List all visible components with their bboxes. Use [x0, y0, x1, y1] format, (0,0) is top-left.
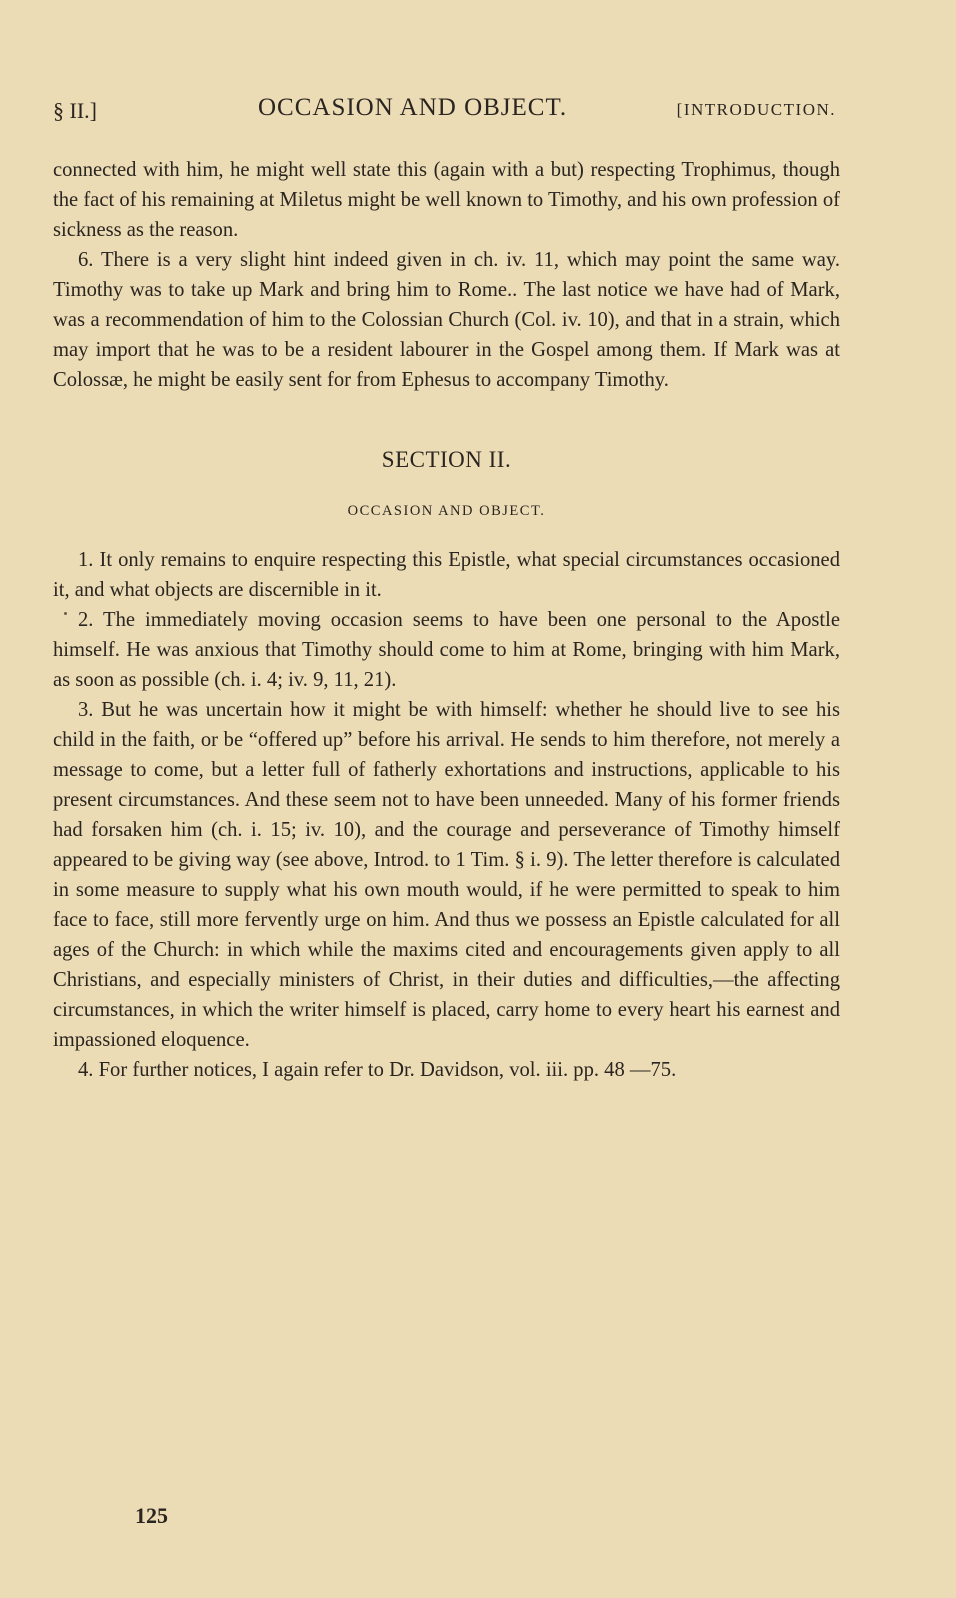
paragraph-6: 6. There is a very slight hint indeed given in ch. iv. 11, which may point the same way. Timothy was to take up Mark and bring him to Rome.. The last notice we have had of Mark, was a recommendation of him to the Colossian Church (Col. iv. 10), and that in a strain, which may import that he was to be a resident labourer in the Gospel among them. If Mark was at Colossæ, he might be easily sent for from Ephesus to accompany Timothy.	[53, 249, 840, 391]
header-title: OCCASION AND OBJECT.	[258, 94, 568, 121]
paragraph-continued: connected with him, he might well state this (again with a but) respecting Trophimus, though the fact of his remaining at Miletus might be well known to Timothy, and his own profession of sickness as the reason.	[53, 159, 840, 241]
paragraph-1: 1. It only remains to enquire respecting this Epistle, what special circumstances occasioned it, and what objects are discernible in it.	[53, 549, 840, 601]
paragraph-3: 3. But he was uncertain how it might be with himself: whether he should live to see his child in the faith, or be “offered up” before his arrival. He sends to him therefore, not merely a message to come, but a letter full of fatherly exhortations and instructions, applicable to his present circumstances. And these seem not to have been unneeded. Many of his former friends had forsaken him (ch. i. 15; iv. 10), and the courage and perseverance of Timothy himself appeared to be giving way (see above, Introd. to 1 Tim. § i. 9). The letter therefore is calculated in some measure to supply what his own mouth would, if he were permitted to speak to him face to face, still more fervently urge on him. And thus we possess an Epistle calculated for all ages of the Church: in which while the maxims cited and encouragements given apply to all Christians, and especially ministers of Christ, in their duties and difficulties,—the affecting circumstances, in which the writer himself is placed, carry home to every heart his earnest and impassioned eloquence.	[53, 699, 840, 1051]
ink-speck	[64, 612, 67, 615]
page-number: 125	[135, 1503, 168, 1528]
header-part: [INTRODUCTION.	[676, 100, 836, 119]
header-section-mark: § II.]	[53, 98, 97, 123]
running-header	[53, 94, 836, 134]
paragraph-2: 2. The immediately moving occasion seems to have been one personal to the Apostle himself. He was anxious that Timothy should come to him at Rome, bringing with him Mark, as soon as possible (ch. i. 4; iv. 9, 11, 21).	[53, 609, 840, 691]
page-body	[53, 155, 840, 1085]
paragraph-4: 4. For further notices, I again refer to Dr. Davidson, vol. iii. pp. 48 —75.	[78, 1059, 677, 1081]
section-subtitle: OCCASION AND OBJECT.	[347, 503, 546, 519]
section-title: SECTION II.	[381, 447, 512, 472]
